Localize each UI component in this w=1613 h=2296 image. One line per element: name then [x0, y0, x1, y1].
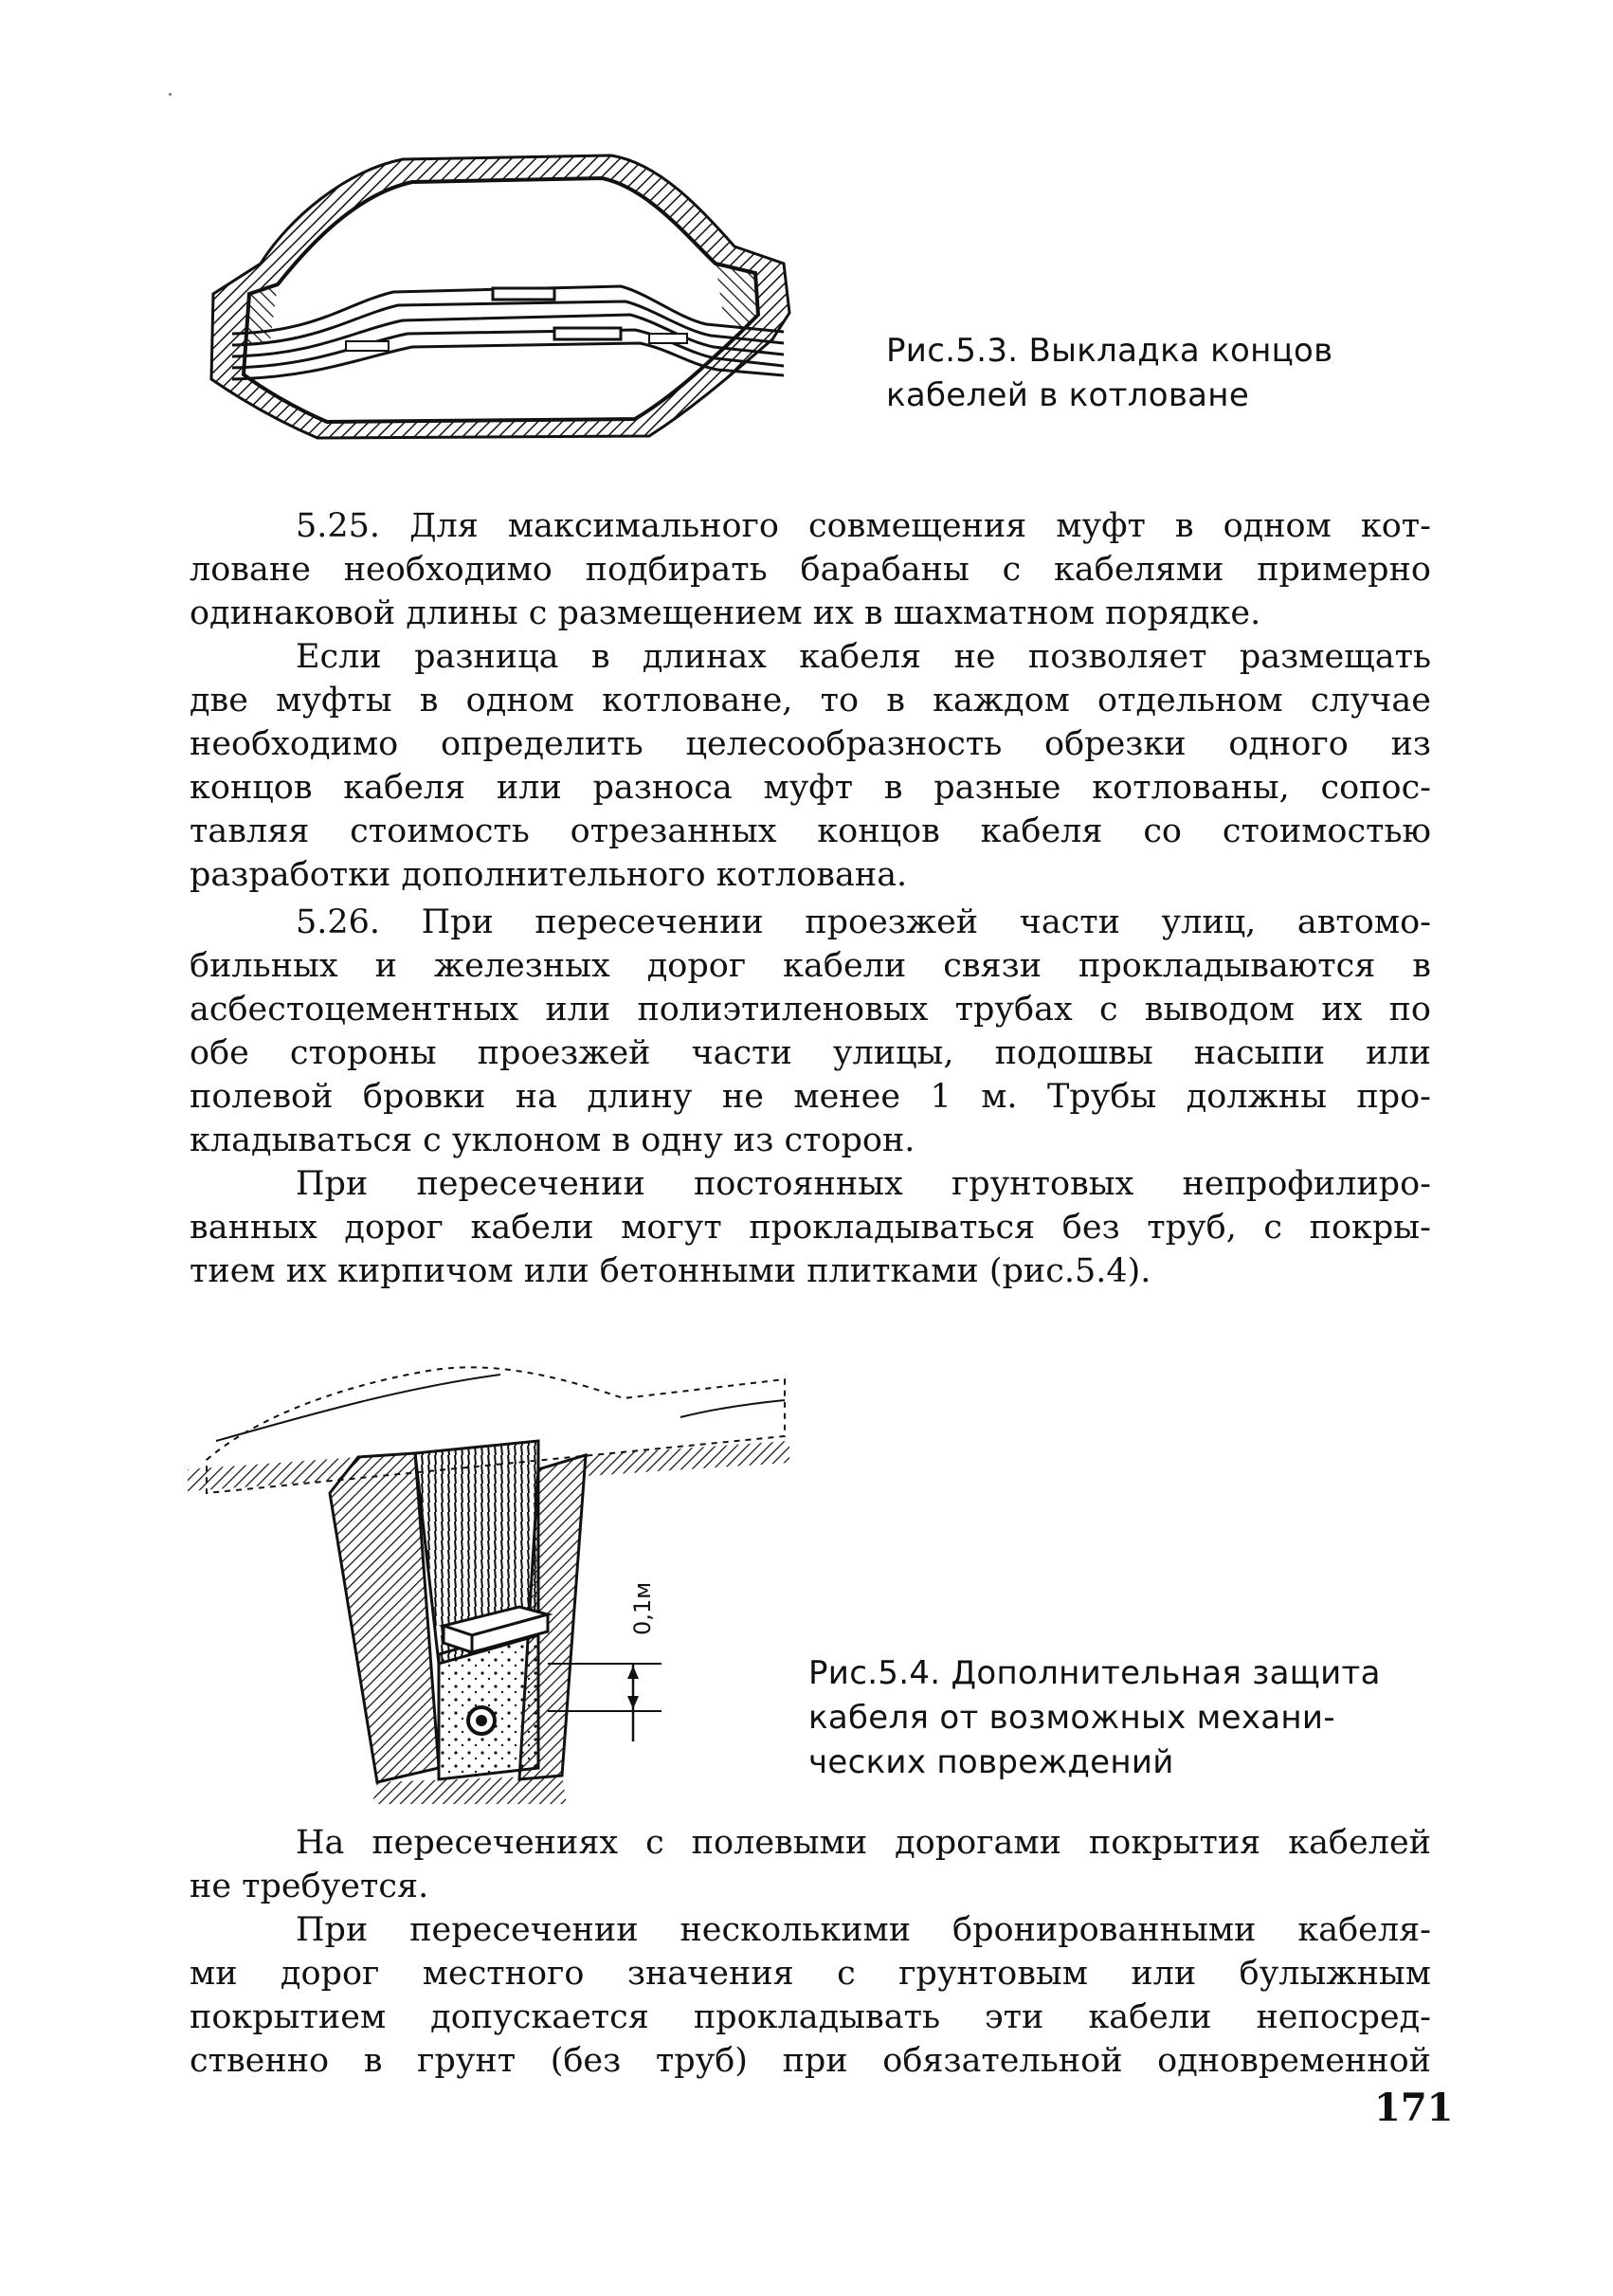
- caption-line: кабелей в котловане: [886, 376, 1250, 414]
- text-line: ловане необходимо подбирать барабаны с кабелями примерно: [190, 551, 1431, 589]
- text-line: необходимо определить целесообразность обрезки одного из: [190, 725, 1431, 763]
- text-line: одинаковой длины с размещением их в шахматном порядке.: [190, 594, 1261, 632]
- text-line: тием их кирпичом или бетонными плитками (рис.5.4).: [190, 1252, 1151, 1290]
- text-line: кладываться с уклоном в одну из сторон.: [190, 1121, 915, 1159]
- text-line: разработки дополнительного котлована.: [190, 856, 908, 894]
- text-line: бильных и железных дорог кабели связи прокладываются в: [190, 947, 1431, 985]
- caption-line: кабеля от возможных механи-: [808, 1699, 1335, 1737]
- text-line: ственно в грунт (без труб) при обязательной одновременной: [190, 2042, 1431, 2080]
- section-crossings: [190, 1821, 1431, 2083]
- text-line: Если разница в длинах кабеля не позволяет размещать: [296, 638, 1431, 676]
- figure-5-3-pit-illustration: [204, 152, 825, 455]
- text-line: 5.25. Для максимального совмещения муфт в одном кот-: [296, 507, 1431, 545]
- figure-5-4-caption: [808, 1651, 1381, 1785]
- page-number: 171: [1374, 2086, 1454, 2130]
- figure-5-4-trench-illustration: [188, 1351, 789, 1806]
- text-line: ванных дорог кабели могут прокладываться без труб, с покры-: [190, 1209, 1431, 1247]
- section-5-25: [190, 504, 1431, 897]
- text-line: ми дорог местного значения с грунтовым или булыжным: [190, 1955, 1431, 1993]
- text-line: полевой бровки на длину не менее 1 м. Трубы должны про-: [190, 1078, 1431, 1116]
- section-5-26: [190, 901, 1431, 1293]
- text-line: покрытием допускается прокладывать эти кабели непосред-: [190, 1998, 1431, 2036]
- text-line: две муфты в одном котловане, то в каждом отдельном случае: [190, 682, 1431, 720]
- figure-5-3-caption: [886, 329, 1333, 418]
- dimension-label: 0,1м: [629, 1581, 656, 1635]
- text-line: асбестоцементных или полиэтиленовых трубах с выводом их по: [190, 991, 1431, 1029]
- text-line: не требуется.: [190, 1868, 429, 1905]
- text-line: При пересечении несколькими бронированными кабеля-: [296, 1911, 1431, 1949]
- scan-speck: [169, 93, 172, 96]
- text-line: 5.26. При пересечении проезжей части улиц, автомо-: [296, 903, 1431, 941]
- text-line: тавляя стоимость отрезанных концов кабеля со стоимостью: [190, 812, 1431, 850]
- text-line: концов кабеля или разноса муфт в разные котлованы, сопос-: [190, 769, 1431, 807]
- text-line: обе стороны проезжей части улицы, подошвы насыпи или: [190, 1034, 1431, 1072]
- text-line: При пересечении постоянных грунтовых непрофилиро-: [296, 1165, 1431, 1203]
- caption-line: ческих повреждений: [808, 1743, 1174, 1781]
- text-line: На пересечениях с полевыми дорогами покрытия кабелей: [296, 1824, 1431, 1862]
- caption-line: Рис.5.3. Выкладка концов: [886, 332, 1333, 370]
- caption-line: Рис.5.4. Дополнительная защита: [808, 1654, 1381, 1692]
